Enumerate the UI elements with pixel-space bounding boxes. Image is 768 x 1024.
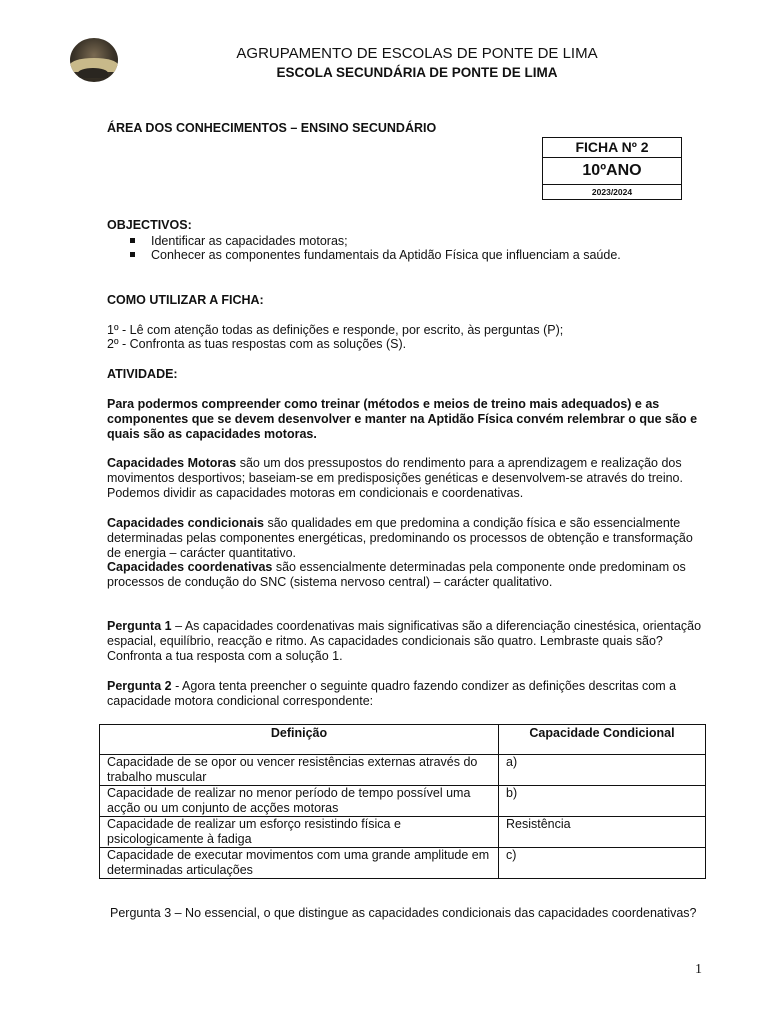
ficha-info-box <box>542 137 682 200</box>
usage-step-2: 2º - Confronta as tuas respostas com as soluções (S). <box>107 337 407 351</box>
motoras-term: Capacidades Motoras <box>107 456 237 470</box>
usage-heading: COMO UTILIZAR A FICHA: <box>107 293 264 307</box>
definition-cell: Capacidade de realizar no menor período de tempo possível uma acção ou um conjunto de acções motoras <box>100 786 499 817</box>
ficha-school-year: 2023/2024 <box>591 187 633 197</box>
objective-item: Conhecer as componentes fundamentais da Aptidão Física que influenciam a saúde. <box>130 248 621 262</box>
capacities-table <box>99 724 706 879</box>
table-header-row <box>100 725 706 755</box>
usage-step-1: 1º - Lê com atenção todas as definições e responde, por escrito, às perguntas (P); <box>107 323 564 337</box>
question-3: Pergunta 3 – No essencial, o que distingue as capacidades condicionais das capacidades coordenativas? <box>110 906 697 920</box>
coordenativas-term: Capacidades coordenativas <box>107 560 273 574</box>
capacity-cell: a) <box>499 755 706 786</box>
ficha-year: 10ºANO <box>543 158 681 185</box>
school-group-title: AGRUPAMENTO DE ESCOLAS DE PONTE DE LIMA <box>236 45 598 62</box>
column-header-capacity: Capacidade Condicional <box>499 725 706 755</box>
table-row <box>100 755 706 786</box>
table-row <box>100 848 706 879</box>
capacity-cell: Resistência <box>499 817 706 848</box>
page-number: 1 <box>695 962 702 977</box>
capacity-cell: b) <box>499 786 706 817</box>
condicionais-paragraph: Capacidades condicionais são qualidades em que predomina a condição física e são essencialmente determinadas pelas componentes energéticas, predominando os processos de obtenção e transformação de energia – carácter quantitativo. <box>107 516 693 560</box>
area-heading: ÁREA DOS CONHECIMENTOS – ENSINO SECUNDÁRIO <box>107 121 437 135</box>
definition-cell: Capacidade de realizar um esforço resistindo física e psicologicamente à fadiga <box>100 817 499 848</box>
table-row <box>100 817 706 848</box>
column-header-definition: Definição <box>100 725 499 755</box>
objective-item: Identificar as capacidades motoras; <box>130 234 348 248</box>
definition-cell: Capacidade de executar movimentos com uma grande amplitude em determinadas articulações <box>100 848 499 879</box>
question-2: Pergunta 2 - Agora tenta preencher o seguinte quadro fazendo condizer as definições descritas com a capacidade motora condicional correspondente: <box>107 679 677 708</box>
capacity-cell: c) <box>499 848 706 879</box>
definition-cell: Capacidade de se opor ou vencer resistências externas através do trabalho muscular <box>100 755 499 786</box>
question-1: Pergunta 1 – As capacidades coordenativas mais significativas são a diferenciação cinestésica, orientação espacial, equilíbrio, reacção e ritmo. As capacidades condicionais são quatro. Lembraste quais são? Confronta a tua resposta com a solução 1. <box>107 619 702 663</box>
objectives-heading: OBJECTIVOS: <box>107 218 192 232</box>
bullet-icon <box>130 238 135 243</box>
table-row <box>100 786 706 817</box>
activity-heading: ATIVIDADE: <box>107 367 178 381</box>
motoras-paragraph: Capacidades Motoras são um dos pressupostos do rendimento para a aprendizagem e realização dos movimentos desportivos; baseiam-se em predisposições genéticas e desenvolvem-se através do treino. Podemos dividir as capacidades motoras em condicionais e coordenativas. <box>107 456 683 500</box>
school-name-title: ESCOLA SECUNDÁRIA DE PONTE DE LIMA <box>276 65 558 80</box>
activity-intro: Para podermos compreender como treinar (métodos e meios de treino mais adequados) e as componentes que se devem desenvolver e manter na Aptidão Física convém relembrar o que são e quais são as capacidades motoras. <box>107 397 698 441</box>
condicionais-term: Capacidades condicionais <box>107 516 264 530</box>
bullet-icon <box>130 252 135 257</box>
ficha-number: FICHA Nº 2 <box>543 138 681 158</box>
coordenativas-paragraph: Capacidades coordenativas são essencialmente determinadas pela componente onde predominam os processos de condução do SNC (sistema nervoso central) – carácter qualitativo. <box>107 560 686 589</box>
